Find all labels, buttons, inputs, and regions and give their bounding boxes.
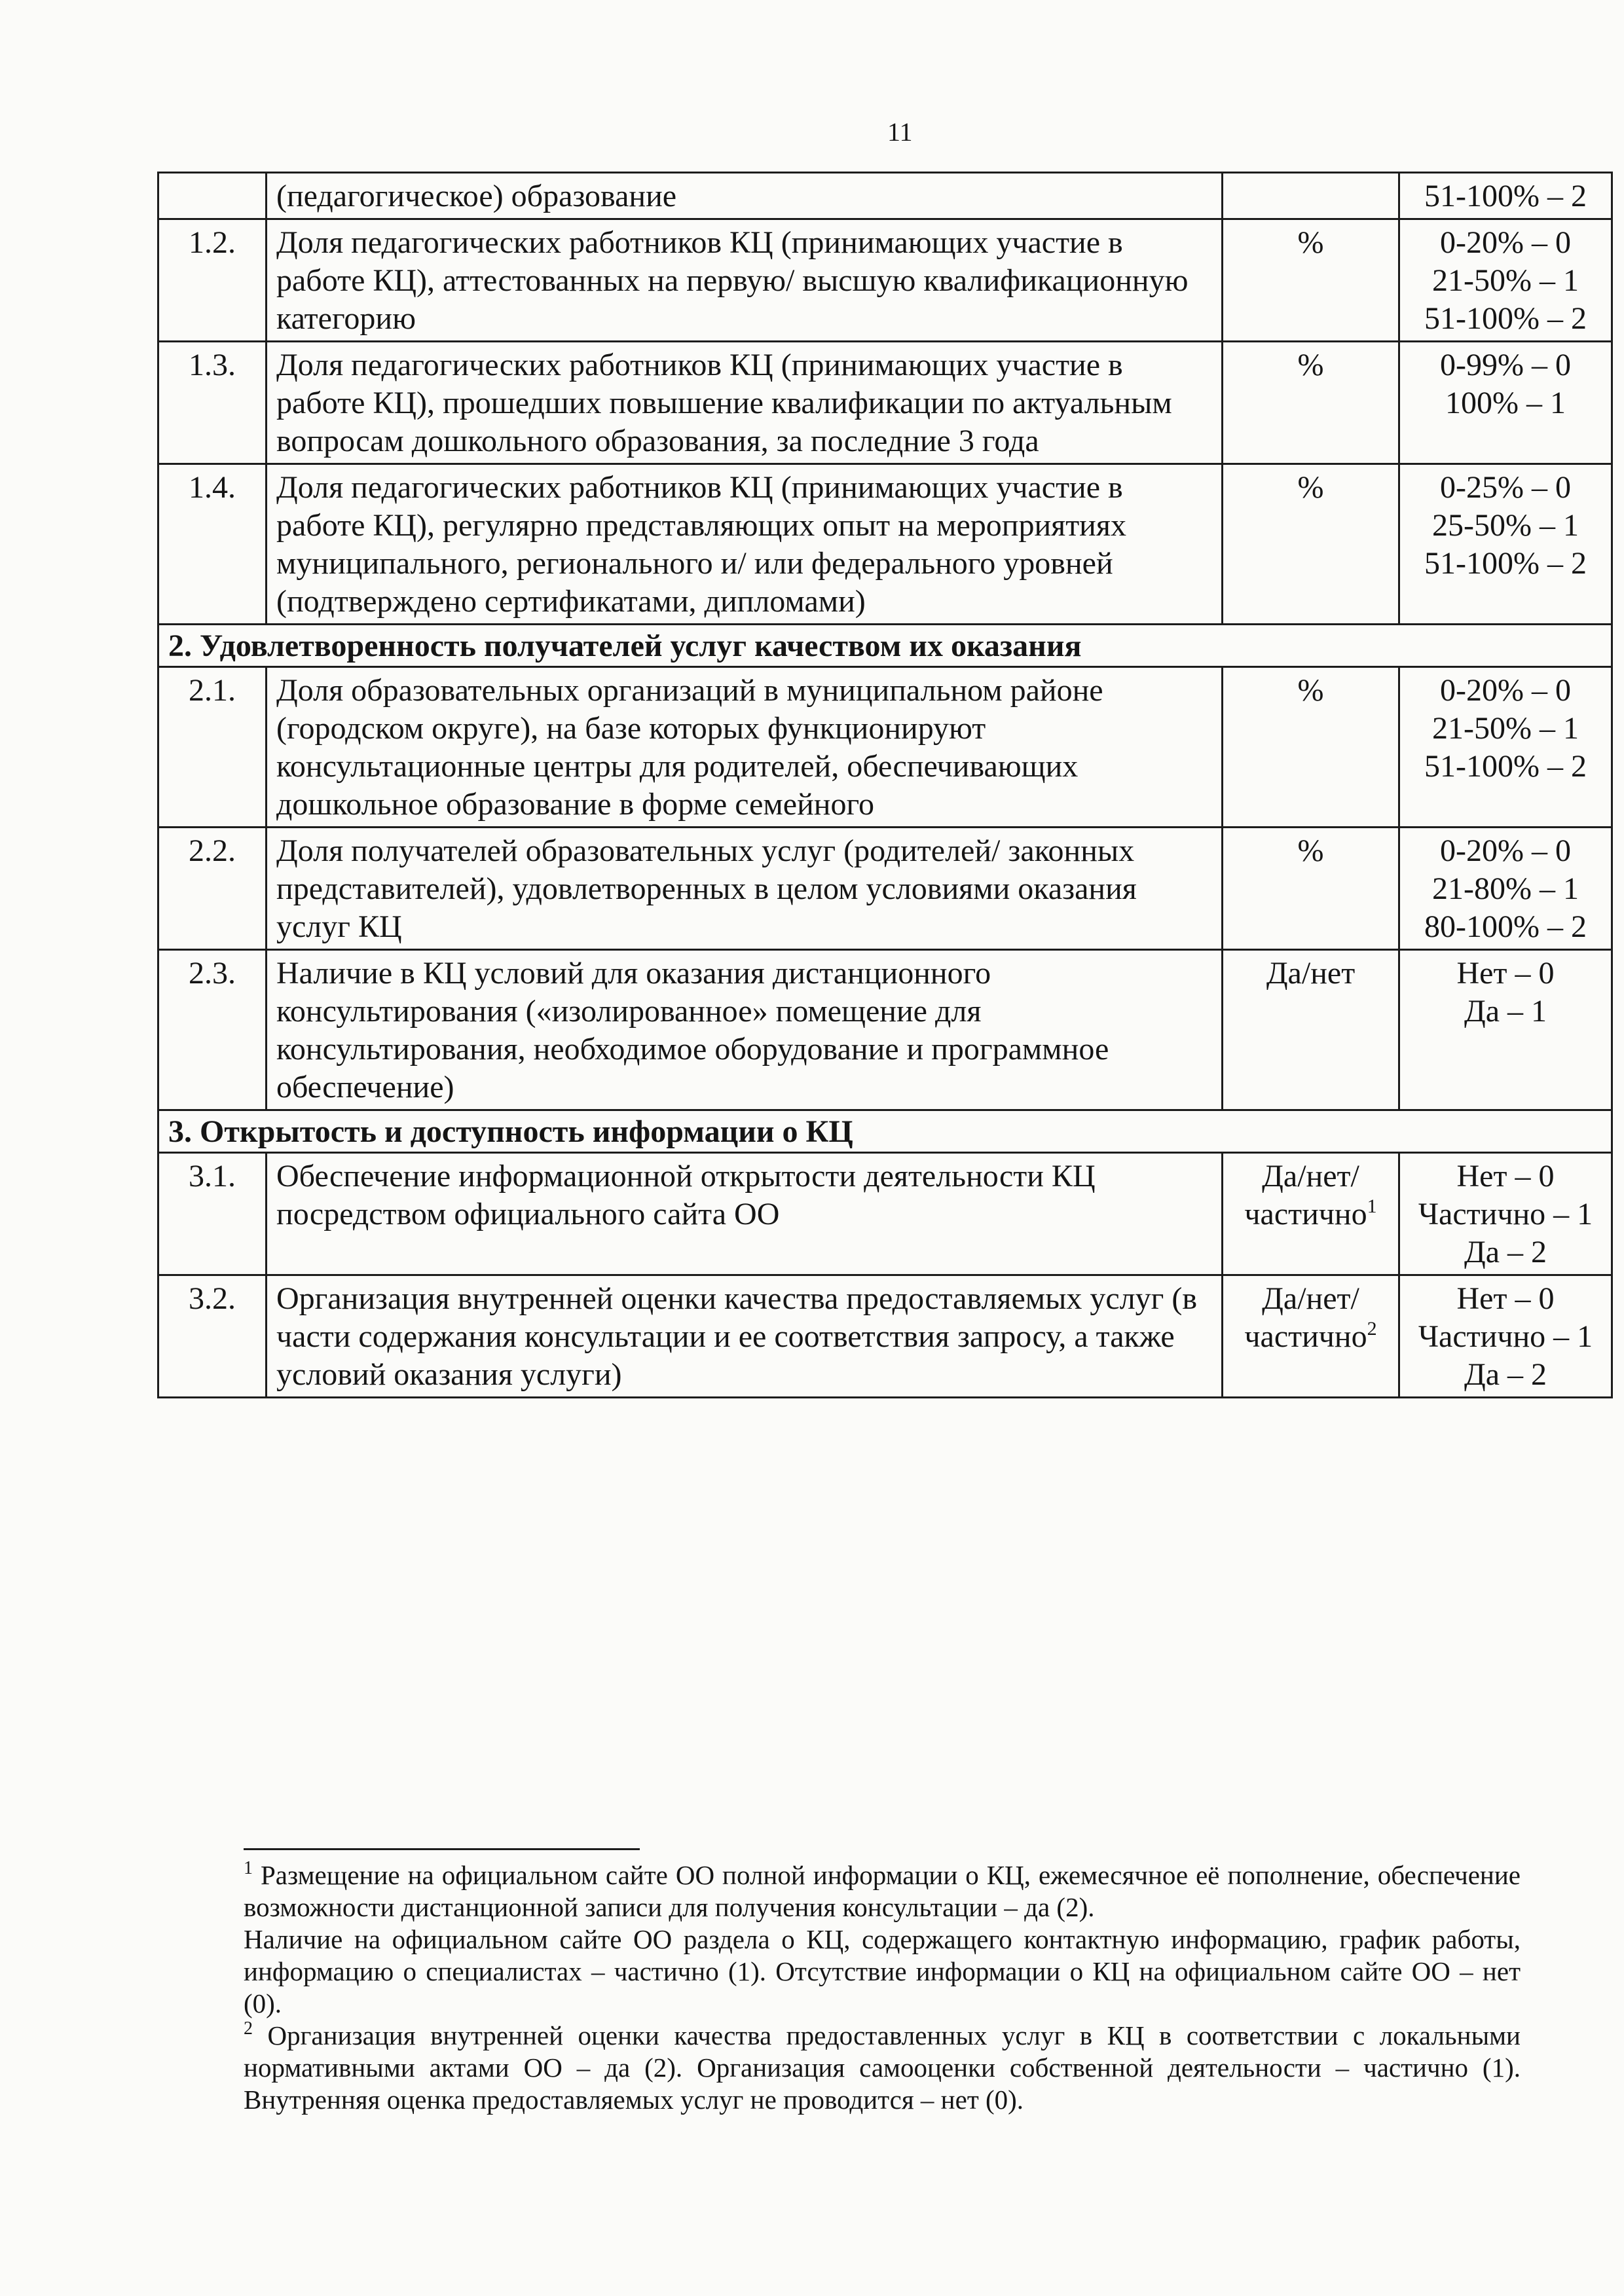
criterion-name: Организация внутренней оценки качества предоставляемых услуг (в части содержания консультации и ее соответствия запросу, а также условий оказания услуги) [267,1275,1223,1398]
criterion-number: 1.4. [158,464,267,625]
score-line: Да – 2 [1464,1235,1547,1269]
criterion-unit [1223,342,1399,464]
unit-line [1232,224,1389,262]
footnote-paragraph [244,1923,1521,2020]
criterion-unit [1223,173,1399,219]
score-line: 0-25% – 0 [1440,470,1571,505]
score-line: Нет – 0 [1456,1159,1555,1194]
table-row [158,342,1612,464]
table-row [158,173,1612,219]
criterion-scores [1399,667,1612,828]
footnote-mark: 1 [244,1858,253,1878]
score-line: 21-50% – 1 [1432,263,1579,298]
criterion-unit [1223,667,1399,828]
criterion-scores [1399,342,1612,464]
table-section-row [158,625,1612,667]
criterion-name: Наличие в КЦ условий для оказания дистанционного консультирования («изолированное» помещение для консультирования, необходимое оборудование и программное обеспечение) [267,950,1223,1110]
section-title: 2. Удовлетворенность получателей услуг качеством их оказания [158,625,1612,667]
criteria-table-body [158,173,1612,1398]
unit-text: частично [1244,1197,1367,1231]
footnote-text: Организация внутренней оценки качества предоставленных услуг в КЦ в соответствии с локальными нормативными актами ОО – да (2). Организация самооценки собственной деятельности – частично (1). Внутренняя оценка предоставляемых услуг не проводится – нет (0). [244,2020,1521,2115]
score-line: Да – 2 [1464,1357,1547,1392]
criterion-unit [1223,1275,1399,1398]
criterion-scores [1399,464,1612,625]
unit-line [1232,672,1389,710]
footnote-mark: 2 [244,2018,253,2039]
unit-line [1232,346,1389,384]
footnote-reference: 1 [1367,1195,1377,1217]
criterion-number: 3.1. [158,1153,267,1275]
unit-text: % [1297,225,1324,260]
score-line: 21-80% – 1 [1432,871,1579,906]
criterion-unit [1223,464,1399,625]
score-line: 0-20% – 0 [1440,833,1571,868]
footnote-paragraph [244,1859,1521,1923]
unit-text: Да/нет [1266,956,1356,991]
criterion-unit [1223,950,1399,1110]
score-line: 51-100% – 2 [1424,749,1587,784]
unit-text: частично [1244,1319,1367,1354]
unit-text: Да/нет/ [1262,1281,1359,1316]
score-line: 25-50% – 1 [1432,508,1579,543]
unit-text: Да/нет/ [1262,1159,1359,1194]
score-line: 80-100% – 2 [1424,909,1587,944]
criterion-scores [1399,1153,1612,1275]
score-line: 0-99% – 0 [1440,348,1571,382]
criterion-number: 3.2. [158,1275,267,1398]
criterion-number: 1.2. [158,219,267,342]
score-line: Частично – 1 [1418,1319,1593,1354]
criterion-scores [1399,173,1612,219]
table-section-row [158,1110,1612,1153]
table-row [158,950,1612,1110]
section-title: 3. Открытость и доступность информации о КЦ [158,1110,1612,1153]
unit-text: % [1297,673,1324,708]
criterion-name: (педагогическое) образование [267,173,1223,219]
criterion-unit [1223,1153,1399,1275]
score-line: 51-100% – 2 [1424,301,1587,336]
table-row [158,219,1612,342]
score-line: Нет – 0 [1456,956,1555,991]
score-line: 21-50% – 1 [1432,711,1579,746]
criterion-scores [1399,950,1612,1110]
criterion-scores [1399,219,1612,342]
footnotes [244,1859,1521,2116]
criterion-name: Доля педагогических работников КЦ (принимающих участие в работе КЦ), аттестованных на первую/ высшую квалификационную категорию [267,219,1223,342]
unit-line [1232,1318,1389,1356]
criterion-number: 2.2. [158,828,267,950]
footnote-text: Размещение на официальном сайте ОО полной информации о КЦ, ежемесячное её пополнение, обеспечение возможности дистанционной записи для получения консультации – да (2). [244,1860,1521,1922]
score-line: Да – 1 [1464,994,1547,1029]
criteria-table [157,172,1613,1398]
unit-line [1232,469,1389,507]
unit-line [1232,1195,1389,1233]
table-row [158,828,1612,950]
unit-text: % [1297,348,1324,382]
criterion-name: Доля образовательных организаций в муниципальном районе (городском округе), на базе которых функционируют консультационные центры для родителей, обеспечивающих дошкольное образование в форме семейного [267,667,1223,828]
score-line: 100% – 1 [1445,386,1566,420]
footnote-text: Наличие на официальном сайте ОО раздела о КЦ, содержащего контактную информацию, график работы, информацию о специалистах – частично (1). Отсутствие информации о КЦ на официальном сайте ОО – нет (0). [244,1924,1521,2018]
footnote-separator [244,1848,640,1850]
criterion-unit [1223,828,1399,950]
unit-text: % [1297,833,1324,868]
criterion-unit [1223,219,1399,342]
page-number: 11 [887,117,913,147]
table-row [158,1275,1612,1398]
unit-text: % [1297,470,1324,505]
unit-line [1232,1157,1389,1195]
score-line: Нет – 0 [1456,1281,1555,1316]
criterion-number: 1.3. [158,342,267,464]
criterion-name: Доля педагогических работников КЦ (принимающих участие в работе КЦ), прошедших повышение квалификации по актуальным вопросам дошкольного образования, за последние 3 года [267,342,1223,464]
criterion-number: 2.1. [158,667,267,828]
score-line: 0-20% – 0 [1440,673,1571,708]
score-line: 0-20% – 0 [1440,225,1571,260]
criterion-scores [1399,828,1612,950]
table-row [158,464,1612,625]
table-row [158,1153,1612,1275]
criterion-number [158,173,267,219]
score-line: Частично – 1 [1418,1197,1593,1231]
table-row [158,667,1612,828]
criterion-number: 2.3. [158,950,267,1110]
criterion-name: Доля педагогических работников КЦ (принимающих участие в работе КЦ), регулярно представляющих опыт на мероприятиях муниципального, регионального и/ или федерального уровней (подтверждено сертификатами, дипломами) [267,464,1223,625]
score-line: 51-100% – 2 [1424,179,1587,213]
criterion-scores [1399,1275,1612,1398]
criterion-name: Обеспечение информационной открытости деятельности КЦ посредством официального сайта ОО [267,1153,1223,1275]
score-line: 51-100% – 2 [1424,546,1587,581]
footnote-paragraph [244,2020,1521,2116]
footnote-reference: 2 [1367,1318,1377,1339]
unit-line [1232,1280,1389,1318]
criterion-name: Доля получателей образовательных услуг (родителей/ законных представителей), удовлетворенных в целом условиями оказания услуг КЦ [267,828,1223,950]
unit-line [1232,832,1389,870]
unit-line [1232,955,1389,993]
